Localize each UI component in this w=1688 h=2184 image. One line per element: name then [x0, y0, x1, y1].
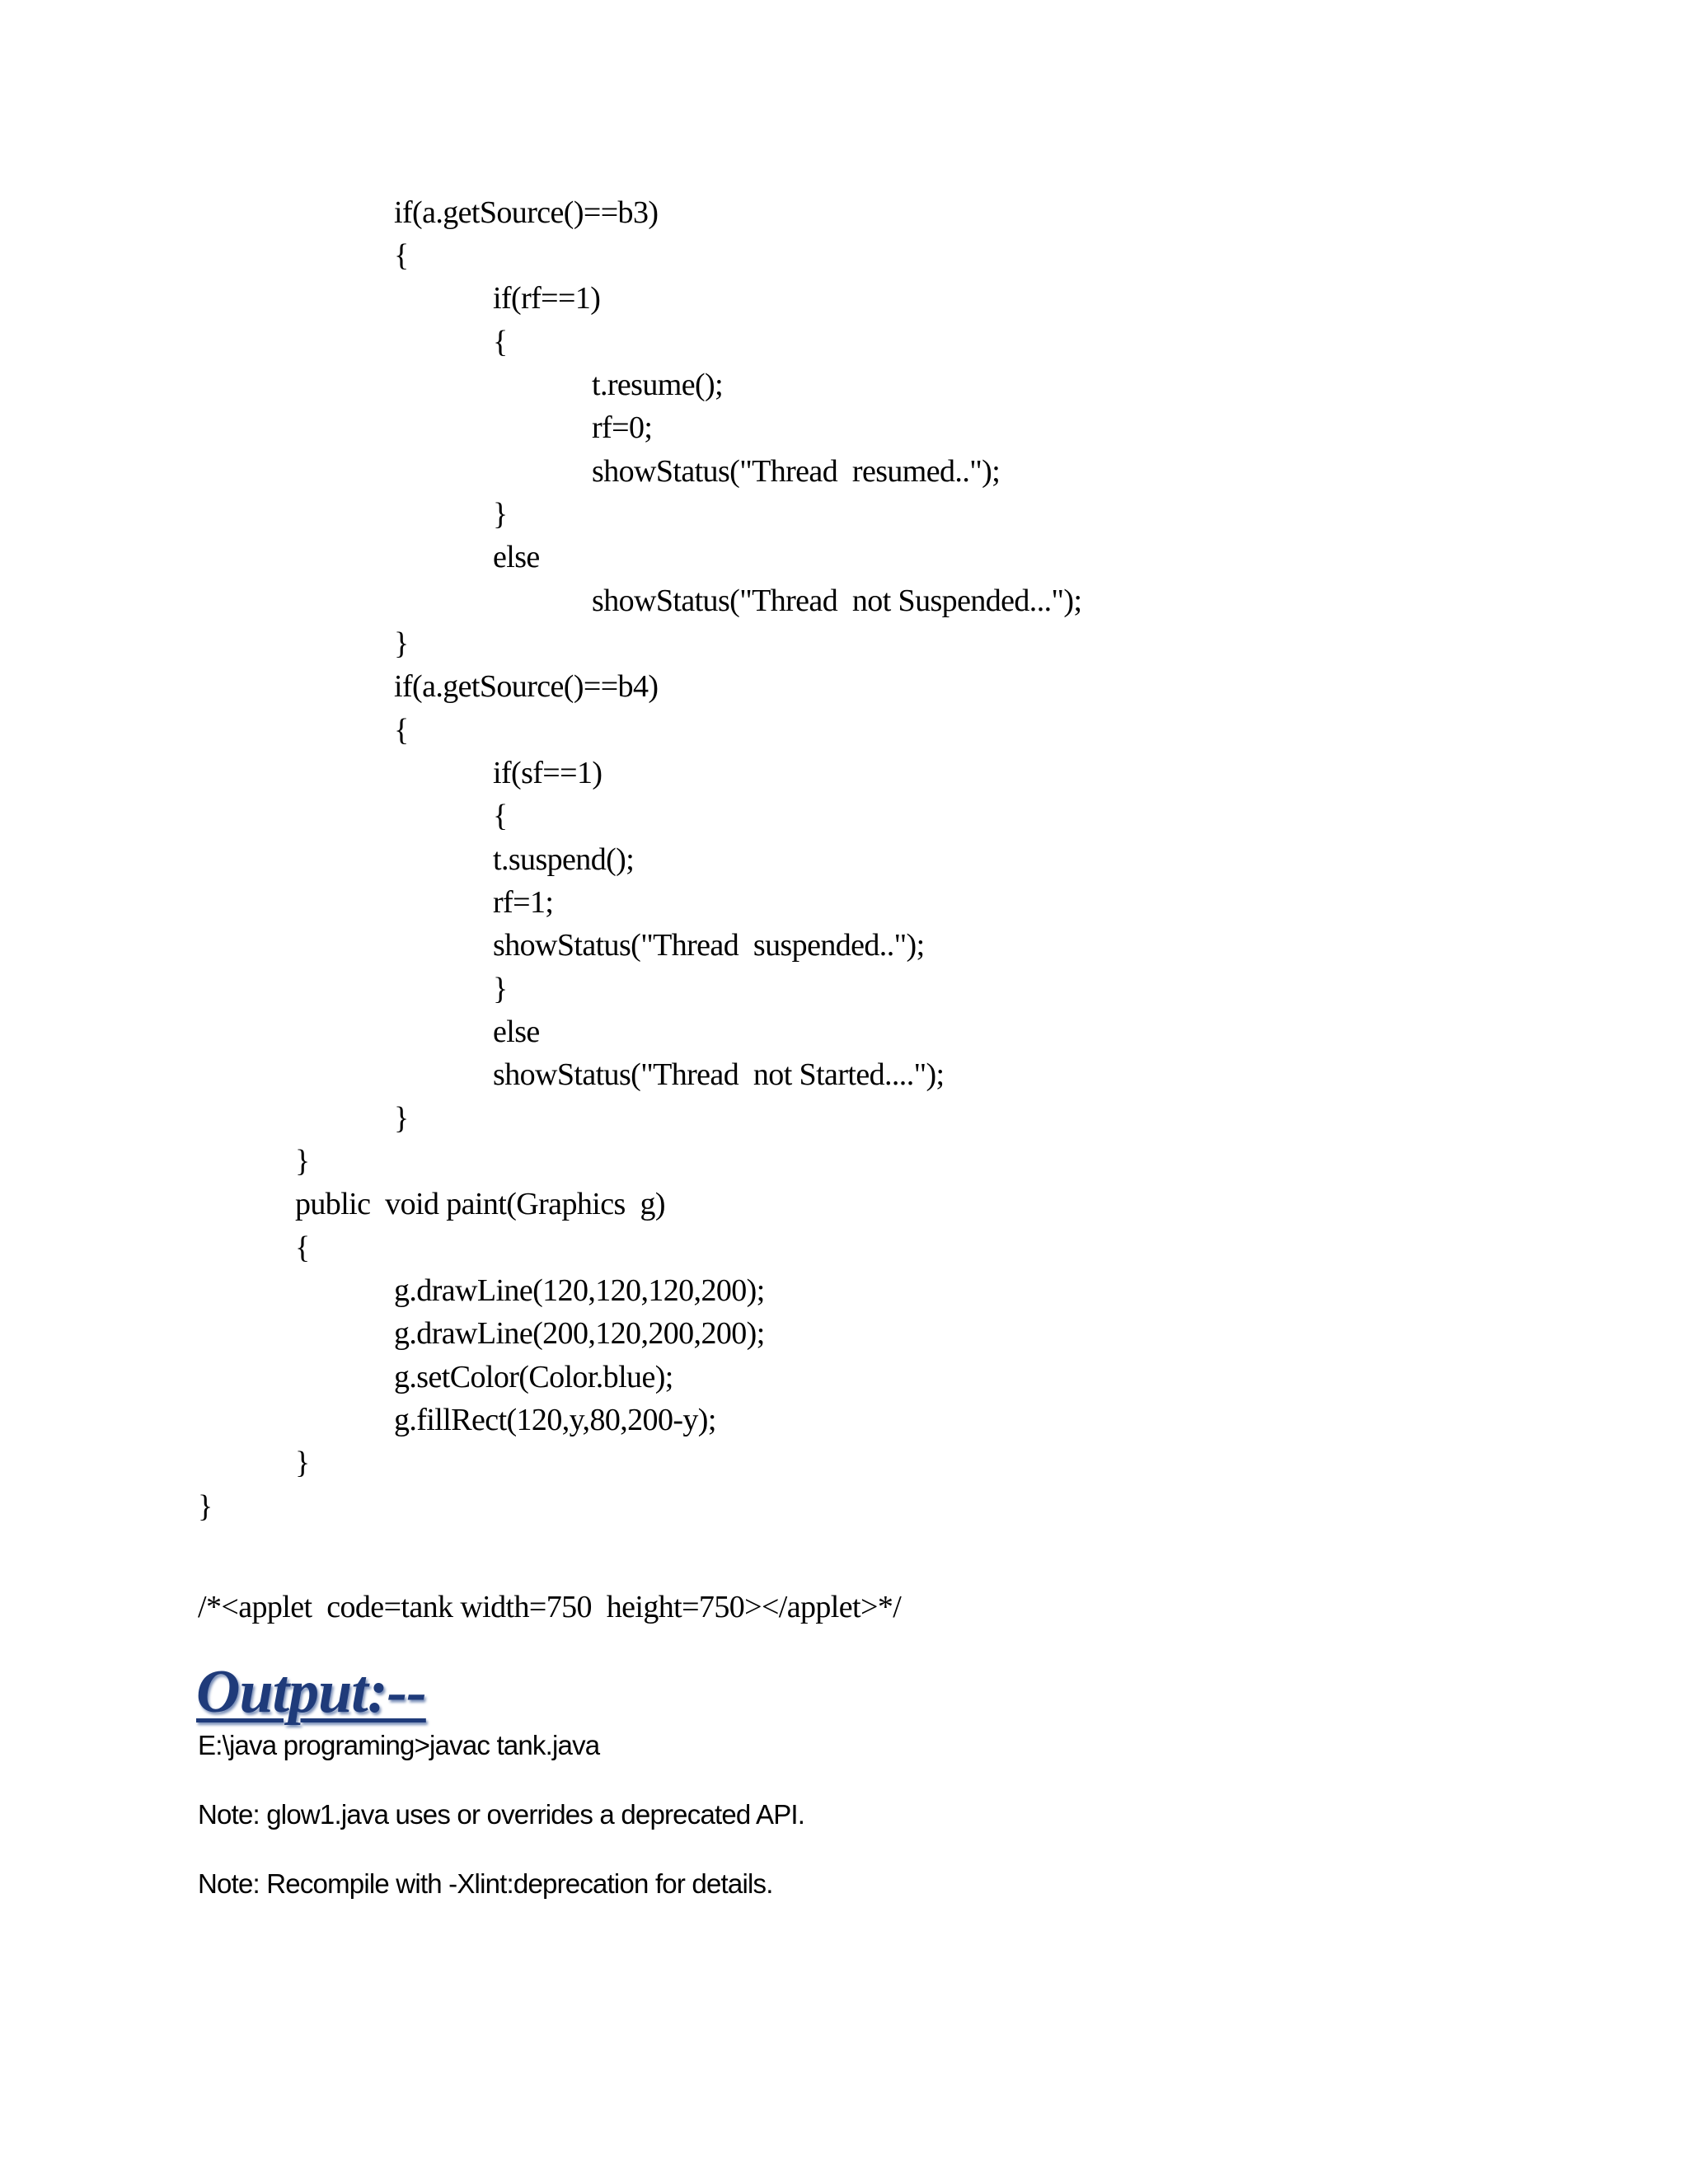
code-line: {	[295, 1230, 310, 1265]
code-line: if(a.getSource()==b4)	[394, 669, 659, 704]
code-line: rf=0;	[592, 410, 653, 445]
code-line: }	[394, 626, 409, 661]
output-line-deprecation-note: Note: glow1.java uses or overrides a deprecated API.	[198, 1799, 805, 1830]
code-line: t.resume();	[592, 368, 724, 402]
code-line: g.drawLine(120,120,120,200);	[394, 1273, 765, 1308]
applet-comment: /*<applet code=tank width=750 height=750></applet>*/	[198, 1590, 902, 1624]
code-line: public void paint(Graphics g)	[295, 1187, 665, 1221]
code-line: if(rf==1)	[493, 281, 601, 316]
code-line: g.drawLine(200,120,200,200);	[394, 1316, 765, 1351]
code-line: else	[493, 540, 540, 574]
code-line: g.fillRect(120,y,80,200-y);	[394, 1403, 716, 1437]
code-line: {	[493, 799, 508, 833]
output-heading: Output:--	[196, 1658, 426, 1726]
code-line: }	[493, 497, 508, 532]
code-line: }	[295, 1144, 310, 1179]
code-line: showStatus("Thread not Suspended...");	[592, 583, 1082, 618]
code-line: }	[295, 1446, 310, 1480]
code-line: {	[394, 238, 409, 273]
code-line: {	[394, 713, 409, 748]
output-line-recompile-note: Note: Recompile with -Xlint:deprecation for details.	[198, 1868, 773, 1899]
code-line: t.suspend();	[493, 842, 635, 877]
code-line: {	[493, 325, 508, 359]
code-line: showStatus("Thread resumed..");	[592, 454, 1001, 489]
code-line: g.setColor(Color.blue);	[394, 1360, 673, 1394]
code-line: showStatus("Thread not Started....");	[493, 1057, 945, 1092]
code-line: else	[493, 1015, 540, 1049]
code-line: }	[493, 972, 508, 1006]
output-line-compile-command: E:\java programing>javac tank.java	[198, 1730, 600, 1760]
code-line: rf=1;	[493, 885, 554, 920]
code-line: if(sf==1)	[493, 756, 603, 790]
code-line: }	[198, 1489, 213, 1524]
code-line: showStatus("Thread suspended..");	[493, 928, 925, 963]
code-line: if(a.getSource()==b3)	[394, 195, 659, 230]
code-line: }	[394, 1101, 409, 1136]
